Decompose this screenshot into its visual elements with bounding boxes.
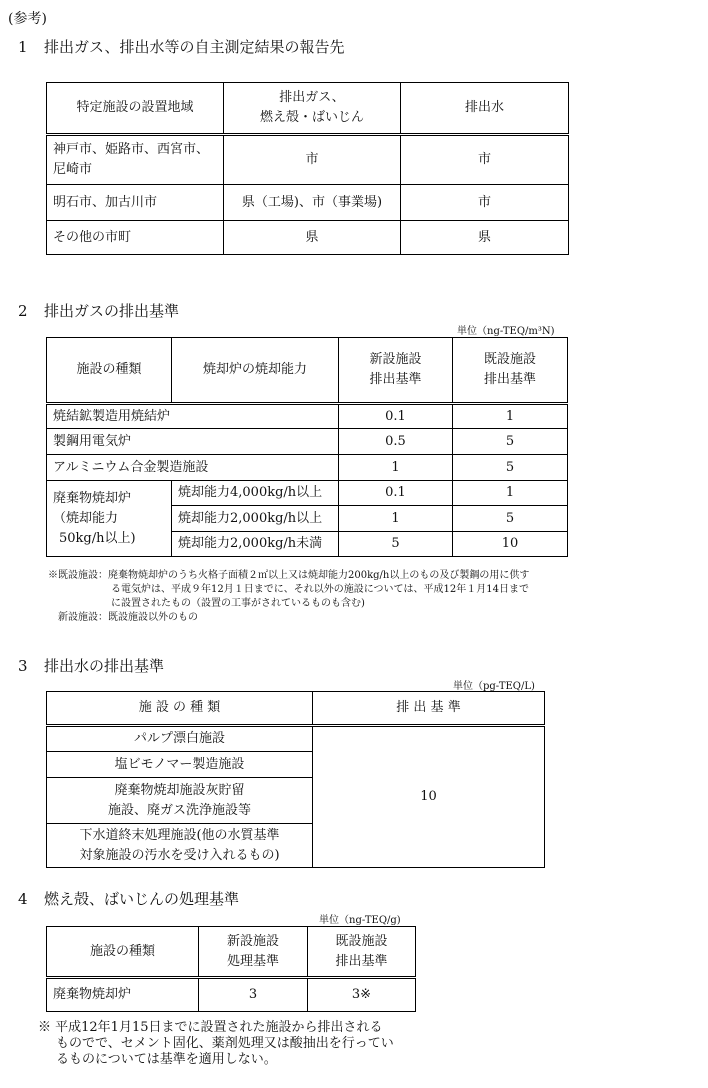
section1-title: 排出ガス、排出水等の自主測定結果の報告先: [44, 38, 345, 56]
standard-cell: 10: [313, 726, 545, 868]
existing-facility-note: [48, 569, 568, 625]
header-facility: 施 設 の 種 類: [47, 692, 313, 726]
existing-cell: 10: [453, 532, 568, 557]
reporting-table-header: [47, 83, 569, 135]
facility-cell: パルプ漂白施設: [47, 726, 313, 752]
water-standard-table: [46, 691, 545, 868]
note-existing-line3: に設置されたもの（設置の工事がされているものも含む): [111, 598, 365, 609]
header-new: [199, 927, 308, 978]
new-cell: 5: [339, 532, 453, 557]
note-existing-line1: 廃棄物焼却炉のうち火格子面積２㎡以上又は焼却能力200kg/h以上のもの及び製鋼の用に供す: [108, 570, 530, 581]
capacity-cell: 焼却能力2,000kg/h未満: [172, 532, 339, 557]
existing-cell: 1: [453, 481, 568, 506]
header-standard: 排 出 基 準: [313, 692, 545, 726]
reference-note: (参考): [8, 11, 47, 27]
facility-cell: 塩ビモノマー製造施設: [47, 752, 313, 778]
header-new-line1: 新設施設: [226, 933, 279, 949]
section2-title: 排出ガスの排出基準: [44, 302, 180, 320]
incinerator-line2: （焼却能力: [53, 510, 119, 526]
facility-cell: 焼結鉱製造用焼結炉: [47, 404, 339, 429]
area-cell: 明石市、加古川市: [47, 185, 224, 221]
capacity-cell: 焼却能力4,000kg/h以上: [172, 481, 339, 506]
water-cell: 県: [401, 221, 569, 255]
header-capacity: 焼却炉の焼却能力: [172, 338, 339, 404]
table-row: [47, 221, 569, 255]
facility-cell: 廃棄物焼却炉: [47, 978, 199, 1012]
capacity-cell: 焼却能力2,000kg/h以上: [172, 506, 339, 532]
facility-line2: 施設、廃ガス洗浄施設等: [107, 802, 251, 818]
section2-number: 2: [18, 302, 28, 320]
section3-title: 排出水の排出基準: [44, 657, 165, 675]
gas-table-header: [47, 338, 568, 404]
section4-heading: [18, 888, 239, 909]
header-existing-line1: 既設施設: [483, 352, 536, 367]
header-existing-line1: 既設施設: [335, 933, 388, 949]
gas-cell: 県（工場)、市（事業場): [224, 185, 401, 221]
gas-cell: 県: [224, 221, 401, 255]
new-cell: 1: [339, 506, 453, 532]
area-cell: [47, 135, 224, 185]
note-existing-label: ※既設施設：: [48, 570, 108, 581]
table-row: [47, 481, 568, 506]
gas-cell: 市: [224, 135, 401, 185]
section4-title: 燃え殻、ばいじんの処理基準: [44, 890, 240, 908]
table-row: [47, 429, 568, 455]
header-area: 特定施設の設置地域: [47, 83, 224, 135]
new-cell: 3: [199, 978, 308, 1012]
facility-cell: [47, 778, 313, 824]
section4-number: 4: [18, 890, 28, 908]
table-row: [47, 978, 416, 1012]
area-line2: 尼崎市: [53, 162, 93, 177]
header-existing: [453, 338, 568, 404]
header-existing: [308, 927, 416, 978]
new-cell: 0.1: [339, 404, 453, 429]
table-row: [47, 404, 568, 429]
header-facility: 施設の種類: [47, 338, 172, 404]
note-existing-line2: る電気炉は、平成９年12月１日までに、それ以外の施設については、平成12年１月14日まで: [111, 584, 529, 595]
header-gas-line1: 排出ガス、: [279, 90, 345, 105]
header-gas-line2: 燃え殻・ばいじん: [259, 110, 364, 125]
section1-heading: [18, 36, 344, 57]
section4-unit: 単位（ng-TEQ/g): [319, 915, 401, 926]
header-new-line1: 新設施設: [369, 352, 422, 367]
table-row: [47, 185, 569, 221]
new-cell: 0.5: [339, 429, 453, 455]
existing-cell: 5: [453, 455, 568, 481]
water-table-header: [47, 692, 545, 726]
water-cell: 市: [401, 135, 569, 185]
table-row: [47, 726, 545, 752]
section2-unit: 単位（ng-TEQ/m³N): [457, 326, 555, 337]
facility-cell: アルミニウム合金製造施設: [47, 455, 339, 481]
section3-heading: [18, 655, 164, 676]
incinerator-cell: [47, 481, 172, 557]
reporting-table: [46, 82, 569, 255]
area-cell: その他の市町: [47, 221, 224, 255]
new-cell: 0.1: [339, 481, 453, 506]
note-new-facility: 新設施設：既設施設以外のもの: [58, 612, 198, 623]
ash-standard-table: [46, 926, 416, 1012]
area-line1: 神戸市、姫路市、西宮市、: [53, 142, 210, 157]
section3-unit: 単位（pg-TEQ/L): [453, 681, 535, 692]
table-row: [47, 135, 569, 185]
incinerator-line1: 廃棄物焼却炉: [53, 490, 132, 506]
section3-number: 3: [18, 657, 28, 675]
section2-heading: [18, 300, 179, 321]
existing-cell: 3※: [308, 978, 416, 1012]
header-new: [339, 338, 453, 404]
ash-note-line1: ※ 平成12年1月15日までに設置された施設から排出される: [38, 1020, 383, 1035]
existing-cell: 5: [453, 506, 568, 532]
new-cell: 1: [339, 455, 453, 481]
facility-cell: 製鋼用電気炉: [47, 429, 339, 455]
ash-note: [38, 1020, 394, 1068]
ash-note-line2: ものでで、セメント固化、薬剤処理又は酸抽出を行ってい: [56, 1036, 394, 1051]
table-row: [47, 455, 568, 481]
gas-standard-table: [46, 337, 568, 557]
header-gas: [224, 83, 401, 135]
header-existing-line2: 排出基準: [483, 372, 536, 387]
header-facility: 施設の種類: [47, 927, 199, 978]
ash-note-line3: るものについては基準を適用しない。: [56, 1052, 277, 1067]
incinerator-line3: 50kg/h以上): [59, 530, 136, 546]
facility-cell: [47, 824, 313, 868]
ash-table-header: [47, 927, 416, 978]
facility-line1: 廃棄物焼却施設灰貯留: [114, 782, 245, 798]
header-new-line2: 処理基準: [226, 953, 279, 969]
facility-line1: 下水道終末処理施設(他の水質基準: [79, 827, 280, 843]
header-water: 排出水: [401, 83, 569, 135]
section1-number: 1: [18, 38, 28, 56]
header-existing-line2: 排出基準: [335, 953, 388, 969]
existing-cell: 1: [453, 404, 568, 429]
water-cell: 市: [401, 185, 569, 221]
existing-cell: 5: [453, 429, 568, 455]
facility-line2: 対象施設の汚水を受け入れるもの): [79, 847, 280, 863]
header-new-line2: 排出基準: [369, 372, 422, 387]
